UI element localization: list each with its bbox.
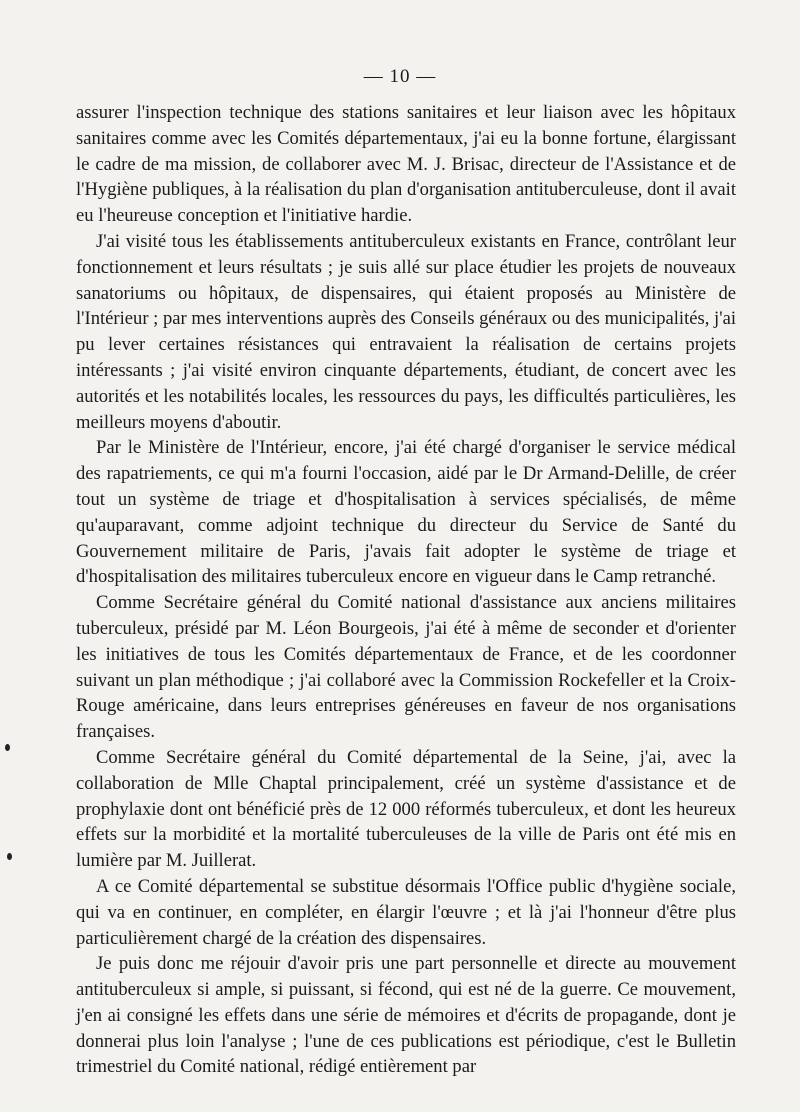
margin-mark — [7, 853, 12, 860]
paragraph-7: Je puis donc me réjouir d'avoir pris une part personnelle et directe au mouvement antituberculeux si ample, si puissant, si fécond, qui est né de la guerre. Ce mouvement, j'en ai consigné les effets dans une série de mémoires et d'écrits de propagande, dont je donnerai plus loin l'analyse ; l'une de ces publications est périodique, c'est le Bulletin trimestriel du Comité national, rédigé entièrement par — [76, 953, 736, 1078]
page-number: — 10 — — [363, 66, 437, 87]
paragraph-5: Comme Secrétaire général du Comité départemental de la Seine, j'ai, avec la collaboration de Mlle Chaptal principalement, créé un système d'assistance et de prophylaxie dont ont bénéficié près de 12 000 réformés tuberculeux, et dont les heureux effets sur la morbidité et la mortalité tuberculeuses de la ville de Paris ont été mis en lumière par M. Juillerat. — [76, 746, 736, 872]
paragraph-3: Par le Ministère de l'Intérieur, encore, j'ai été chargé d'organiser le service médical des rapatriements, ce qui m'a fourni l'occasion, aidé par le Dr Armand-Delille, de créer tout un système de triage et d'hospitalisation à services spécialisés, de même qu'auparavant, comme adjoint technique du directeur du Service de Santé du Gouvernement militaire de Paris, j'avais fait adopter le système de triage et d'hospitalisation des militaires tuberculeux encore en vigueur dans le Camp retranché. — [76, 437, 736, 588]
margin-mark — [5, 744, 10, 751]
paragraph-2: J'ai visité tous les établissements antituberculeux existants en France, contrôlant leur fonctionnement et leurs résultats ; je suis allé sur place étudier les projets de nouveaux sanatoriums ou hôpitaux, de dispensaires, qui étaient proposés au Ministère de l'Intérieur ; par mes interventions auprès des Conseils généraux ou des municipalités, j'ai pu lever certaines résistances qui entravaient la réalisation de certains projets intéressants ; j'ai visité environ cinquante départements, étudiant, de concert avec les autorités et les notabilités locales, les ressources du pays, les difficultés particulières, les meilleurs moyens d'aboutir. — [76, 230, 736, 433]
paragraph-1: assurer l'inspection technique des stations sanitaires et leur liaison avec les hôpitaux sanitaires comme avec les Comités départementaux, j'ai eu la bonne fortune, élargissant le cadre de ma mission, de collaborer avec M. J. Brisac, directeur de l'Assistance et de l'Hygiène publiques, à la réalisation du plan d'organisation antituberculeuse, dont il avait eu l'heureuse conception et l'initiative hardie. — [76, 102, 736, 227]
body-text — [76, 100, 736, 1080]
paragraph-4: Comme Secrétaire général du Comité national d'assistance aux anciens militaires tuberculeux, présidé par M. Léon Bourgeois, j'ai été à même de seconder et d'orienter les initiatives de tous les Comités départementaux de France, et de les coordonner suivant un plan méthodique ; j'ai collaboré avec la Commission Rockefeller et la Croix-Rouge américaine, dans leurs entreprises généreuses en faveur de nos organisations françaises. — [76, 592, 736, 743]
paragraph-6: A ce Comité départemental se substitue désormais l'Office public d'hygiène sociale, qui va en continuer, en compléter, en élargir l'œuvre ; et là j'ai l'honneur d'être plus particulièrement chargé de la création des dispensaires. — [76, 875, 736, 949]
